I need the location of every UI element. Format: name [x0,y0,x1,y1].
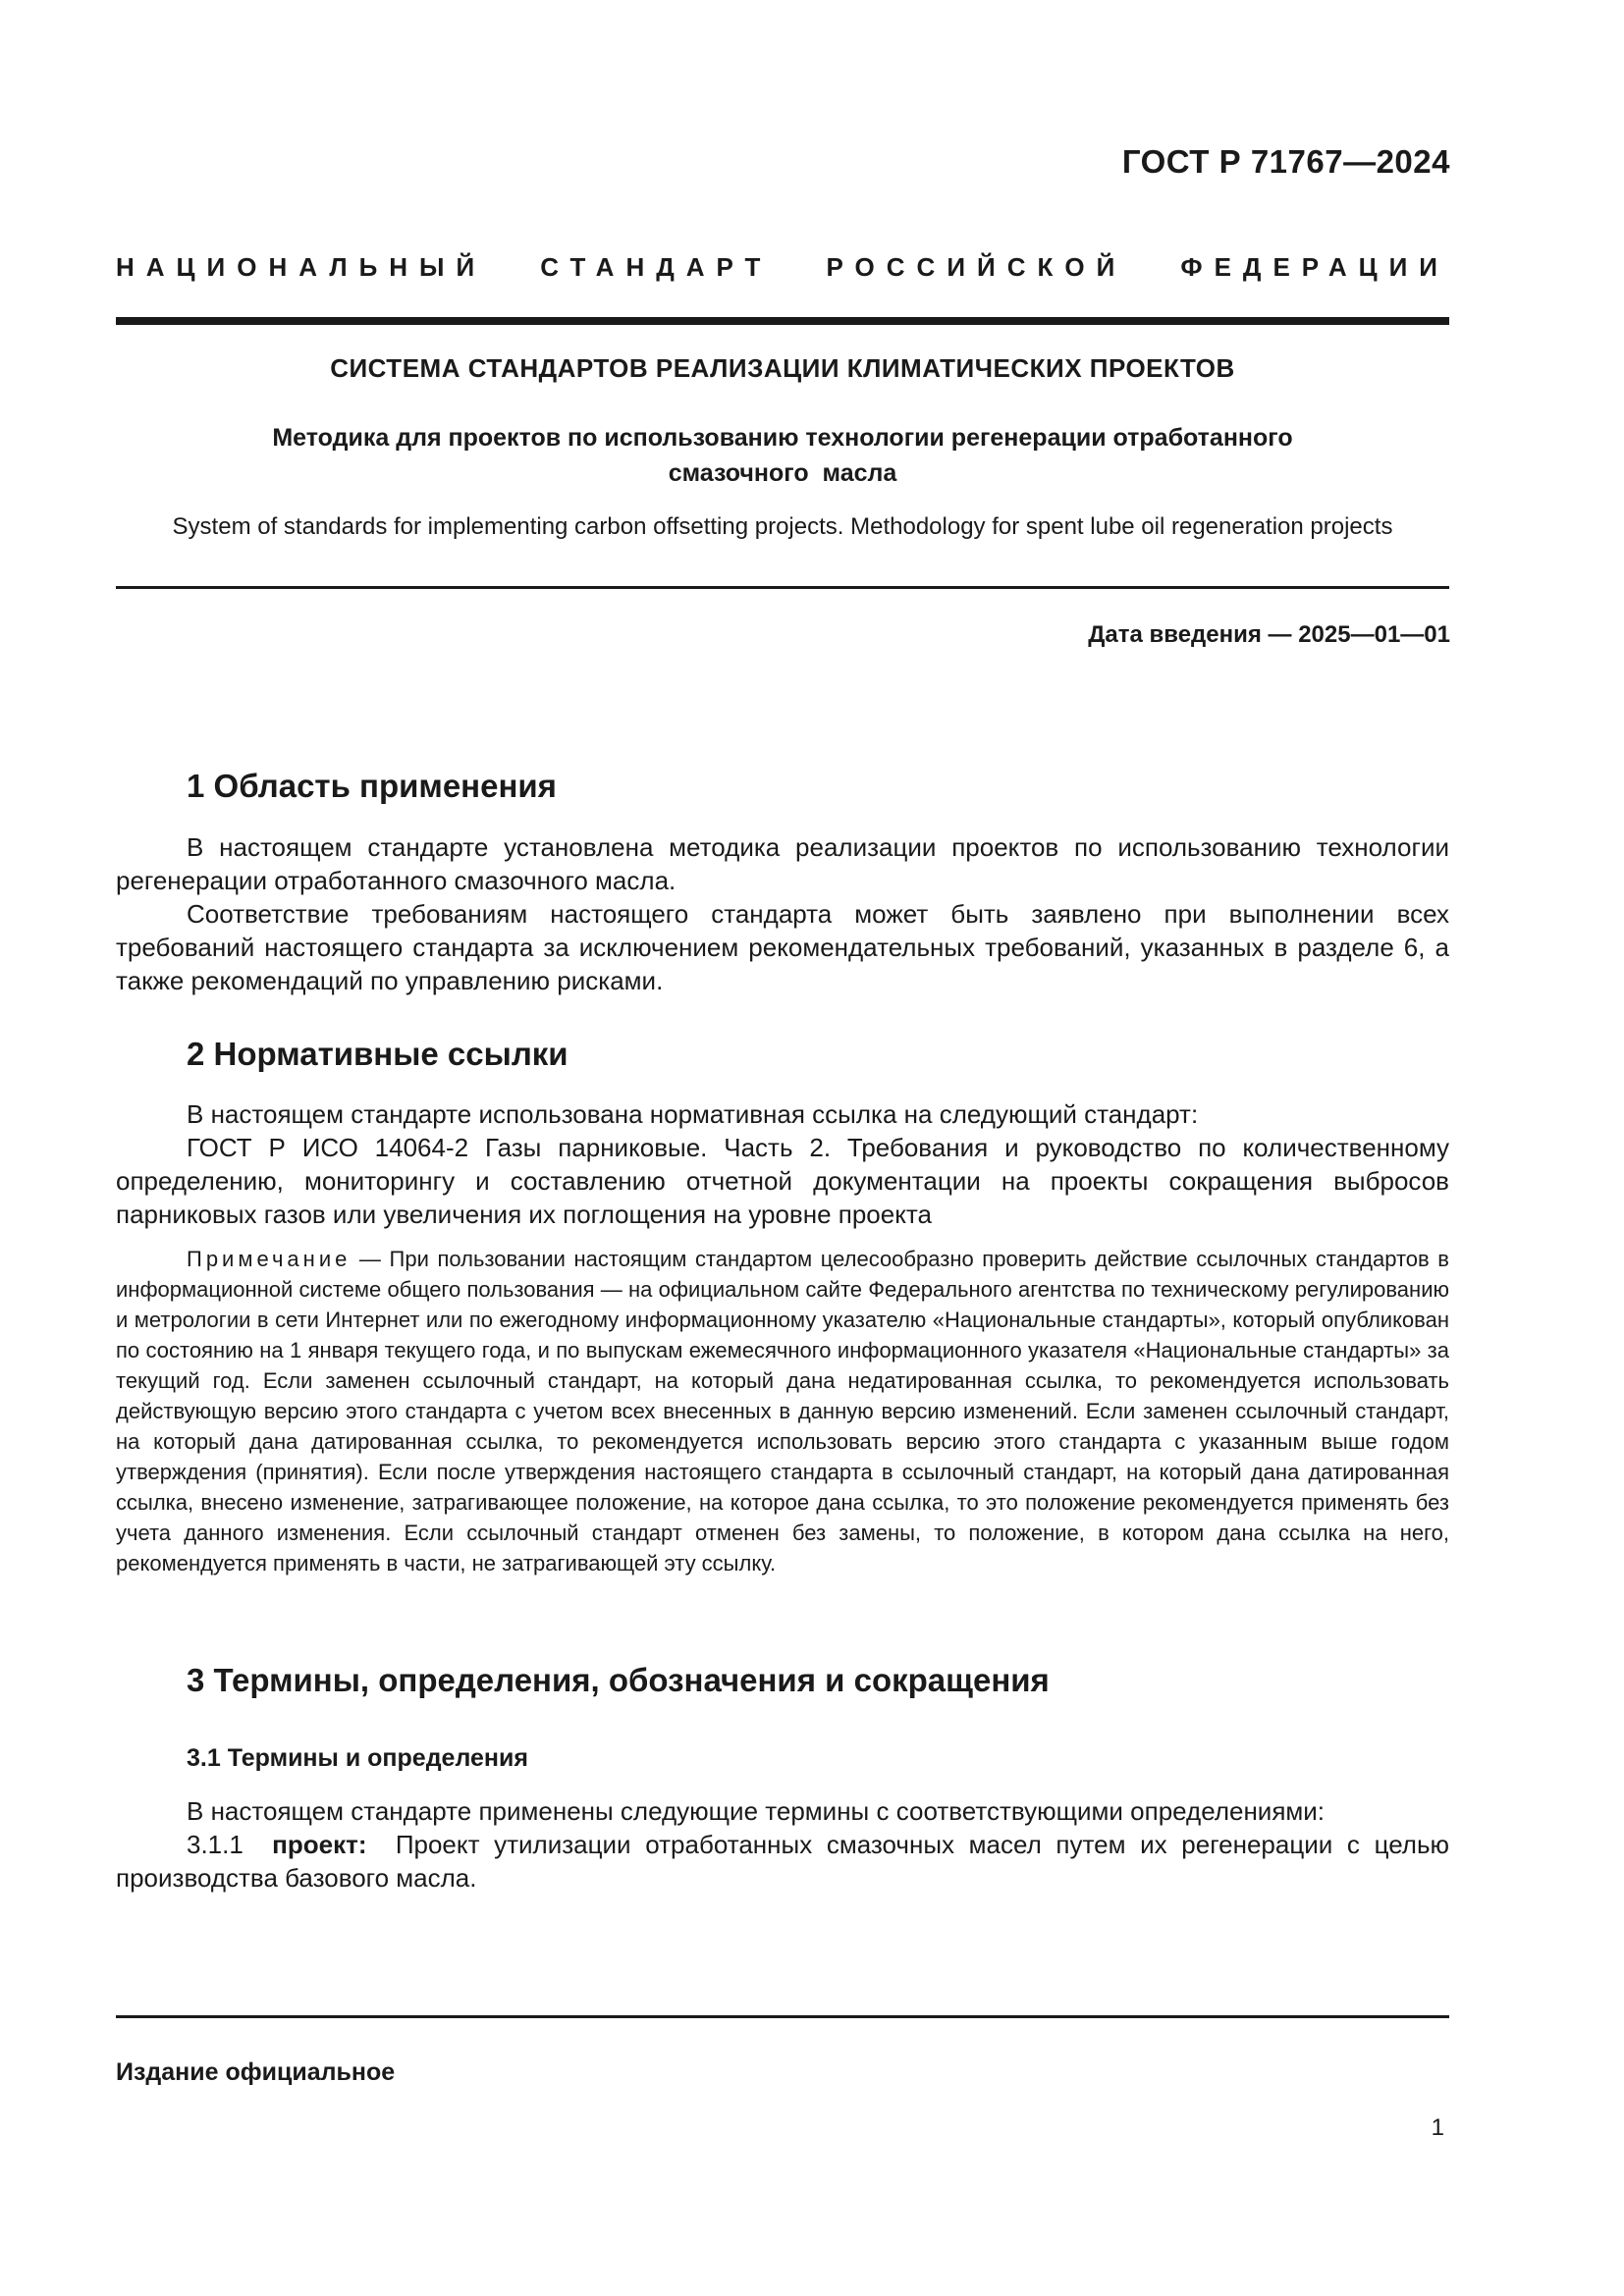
section-3-body [116,1794,1449,1895]
standard-code: ГОСТ Р 71767—2024 [1121,143,1450,180]
english-title: System of standards for implementing carbon offsetting projects. Methodology for spent lube oil regeneration projects [172,513,1393,540]
section-1-body [116,830,1449,997]
section-3-paragraph-1: В настоящем стандарте применены следующие термины с соответствующими определениями: [187,1796,1326,1826]
title-divider [116,586,1449,589]
note-text: — При пользовании настоящим стандартом целесообразно проверить действие ссылочных стандартов в информационной системе общего пользования — на официальном сайте Федерального агентства по техническому регулированию и метрологии в сети Интернет или по ежегодному информационному указателю «Национальные стандарты», который опубликован по состоянию на 1 января текущего года, и по выпускам ежемесячного информационного указателя «Национальные стандарты» за текущий год. Если заменен ссылочный стандарт, на который дана недатированная ссылка, то рекомендуется использовать действующую версию этого стандарта с учетом всех внесенных в данную версию изменений. Если заменен ссылочный стандарт, на который дана датированная ссылка, то рекомендуется использовать версию этого стандарта с указанным выше годом утверждения (принятия). Если после утверждения настоящего стандарта в ссылочный стандарт, на который дана датированная ссылка, внесено изменение, затрагивающее положение, на которое дана ссылка, то это положение рекомендуется применять без учета данного изменения. Если ссылочный стандарт отменен без замены, то положение, в котором дана ссылка на него, рекомендуется применять в части, не затрагивающей эту ссылку. [116,1247,1449,1575]
term-name: проект: [272,1830,367,1859]
system-title: СИСТЕМА СТАНДАРТОВ РЕАЛИЗАЦИИ КЛИМАТИЧЕСКИХ ПРОЕКТОВ [330,353,1235,383]
header-divider [116,317,1449,325]
term-text: Проект утилизации отработанных смазочных масел путем их регенерации с целью производства базового масла. [116,1830,1450,1893]
section-2-heading: 2 Нормативные ссылки [187,1036,568,1072]
edition-label: Издание официальное [116,2058,396,2086]
method-title-line2: смазочного масла [668,459,897,487]
note-label: Примечание [187,1247,352,1271]
section-1-paragraph-2: Соответствие требованиям настоящего стандарта может быть заявлено при выполнении всех требований настоящего стандарта за исключением рекомендательных требований, указанных в разделе 6, а также рекомендаций по управлению рисками. [116,899,1449,995]
introduction-date: Дата введения — 2025—01—01 [1088,621,1450,648]
section-2-body [116,1097,1449,1231]
section-3-heading: 3 Термины, определения, обозначения и сокращения [187,1662,1050,1698]
page-number: 1 [1431,2114,1444,2141]
section-2-note [116,1244,1449,1578]
footer-divider [116,2015,1449,2018]
normative-reference: ГОСТ Р ИСО 14064-2 Газы парниковые. Часть 2. Требования и руководство по количественному определению, мониторингу и составлению отчетной документации на проекты сокращения выбросов парниковых газов или увеличения их поглощения на уровне проекта [116,1133,1449,1229]
term-definition [116,1828,1449,1895]
section-3-1-heading: 3.1 Термины и определения [187,1744,528,1772]
method-title [116,420,1449,491]
section-1-paragraph-1: В настоящем стандарте установлена методика реализации проектов по использованию технологии регенерации отработанного смазочного масла. [116,832,1449,895]
national-standard-label: НАЦИОНАЛЬНЫЙ СТАНДАРТ РОССИЙСКОЙ ФЕДЕРАЦИИ [116,252,1449,282]
section-2-paragraph-1: В настоящем стандарте использована нормативная ссылка на следующий стандарт: [187,1099,1199,1129]
method-title-line1: Методика для проектов по использованию технологии регенерации отработанного [272,424,1293,452]
term-number: 3.1.1 [187,1830,244,1859]
section-1-heading: 1 Область применения [187,768,557,804]
